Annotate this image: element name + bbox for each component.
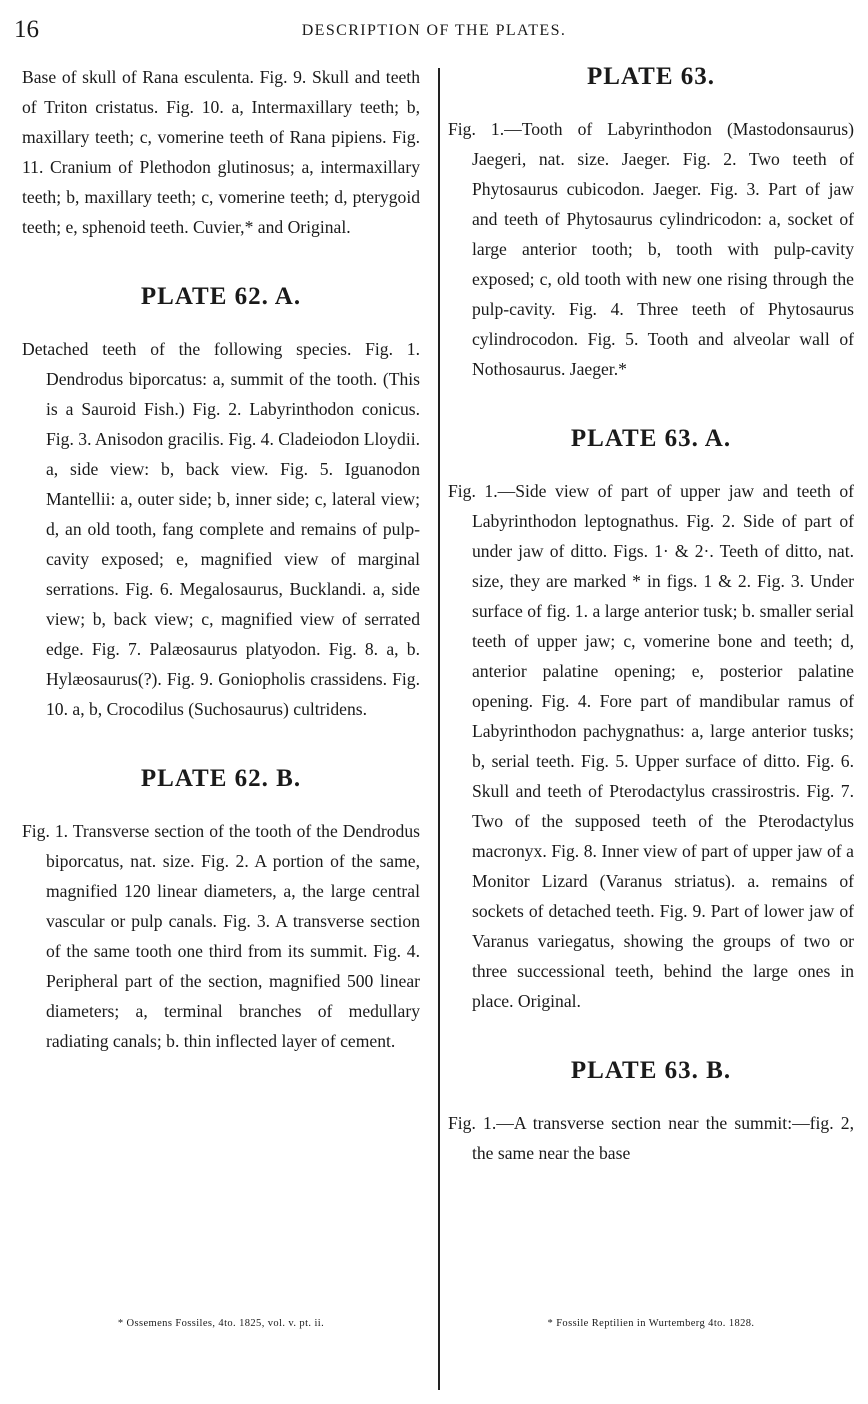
left-footnote: * Ossemens Fossiles, 4to. 1825, vol. v. pt. ii.: [117, 1318, 325, 1329]
plate-63a-heading: PLATE 63. A.: [570, 425, 732, 452]
plate-63b-text: Fig. 1.—A transverse section near the summit:—fig. 2, the same near the base: [448, 1113, 854, 1163]
plate-63b-heading: PLATE 63. B.: [570, 1057, 732, 1084]
left-column: [22, 62, 420, 1056]
plate-63-text: Fig. 1.—Tooth of Labyrinthodon (Mastodonsaurus) Jaegeri, nat. size. Jaeger. Fig. 2. Two teeth of Phytosaurus cubicodon. Jaeger. Fig. 3. Part of jaw and teeth of Phytosaurus cylindricodon: a, socket of large anterior tooth; b, tooth with pulp-cavity exposed; c, old tooth with new one rising through the pulp-cavity. Fig. 4. Three teeth of Phytosaurus cylindrocodon. Fig. 5. Tooth and alveolar wall of Nothosaurus. Jaeger.*: [448, 119, 854, 379]
plate-62a-text: Detached teeth of the following species. Fig. 1. Dendrodus biporcatus: a, summit of the tooth. (This is a Sauroid Fish.) Fig. 2. Labyrinthodon conicus. Fig. 3. Anisodon gracilis. Fig. 4. Cladeiodon Lloydii. a, side view: b, back view. Fig. 5. Iguanodon Mantellii: a, outer side; b, inner side; c, lateral view; d, an old tooth, fang complete and remains of pulp-cavity exposed; e, magnified view of marginal serrations. Fig. 6. Megalosaurus, Bucklandi. a, side view; b, back view; c, magnified view of serrated edge. Fig. 7. Palæosaurus platyodon. Fig. 8. a, b. Hylæosaurus(?). Fig. 9. Goniopholis crassidens. Fig. 10. a, b, Crocodilus (Suchosaurus) cultridens.: [22, 339, 420, 719]
column-divider: [438, 68, 440, 1390]
plate-63a-text: Fig. 1.—Side view of part of upper jaw and teeth of Labyrinthodon leptognathus. Fig. 2. Side of part of under jaw of ditto. Figs. 1· & 2·. Teeth of ditto, nat. size, they are marked * in figs. 1 & 2. Fig. 3. Under surface of fig. 1. a large anterior tusk; b. smaller serial teeth of upper jaw; c, vomerine bone and teeth; d, anterior palatine opening; e, posterior palatine opening. Fig. 4. Fore part of mandibular ramus of Labyrinthodon pachygnathus: a, large anterior tusks; b, serial teeth. Fig. 5. Upper surface of ditto. Fig. 6. Skull and teeth of Pterodactylus crassirostris. Fig. 7. Two of the supposed teeth of the Pterodactylus macronyx. Fig. 8. Inner view of part of upper jaw of a Monitor Lizard (Varanus striatus). a. remains of sockets of detached teeth. Fig. 9. Part of lower jaw of Varanus variegatus, showing the groups of two or three successional teeth, behind the large ones in place. Original.: [448, 481, 854, 1011]
page-header: [0, 14, 868, 54]
plate-62b-heading: PLATE 62. B.: [140, 765, 302, 792]
page-number: 16: [14, 16, 39, 43]
plate-62b-text: Fig. 1. Transverse section of the tooth of the Dendrodus biporcatus, nat. size. Fig. 2. A portion of the same, magnified 120 linear diameters, a, the large central vascular or pulp canals. Fig. 3. A transverse section of the same tooth one third from its summit. Fig. 4. Peripheral part of the section, magnified 500 linear diameters; a, terminal branches of medullary radiating canals; b. thin inflected layer of cement.: [22, 821, 420, 1051]
plate-63-heading: PLATE 63.: [587, 63, 715, 90]
right-column: [448, 62, 854, 1168]
right-footnote: * Fossile Reptilien in Wurtemberg 4to. 1828.: [547, 1318, 755, 1329]
running-title: DESCRIPTION OF THE PLATES.: [301, 22, 567, 39]
plate-62a-heading: PLATE 62. A.: [140, 283, 302, 310]
continuation-paragraph: Base of skull of Rana esculenta. Fig. 9. Skull and teeth of Triton cristatus. Fig. 10. a, Intermaxillary teeth; b, maxillary teeth; c, vomerine teeth of Rana pipiens. Fig. 11. Cranium of Plethodon glutinosus; a, intermaxillary teeth; b, maxillary teeth; c, vomerine teeth; d, pterygoid teeth; e, sphenoid teeth. Cuvier,* and Original.: [22, 67, 420, 237]
